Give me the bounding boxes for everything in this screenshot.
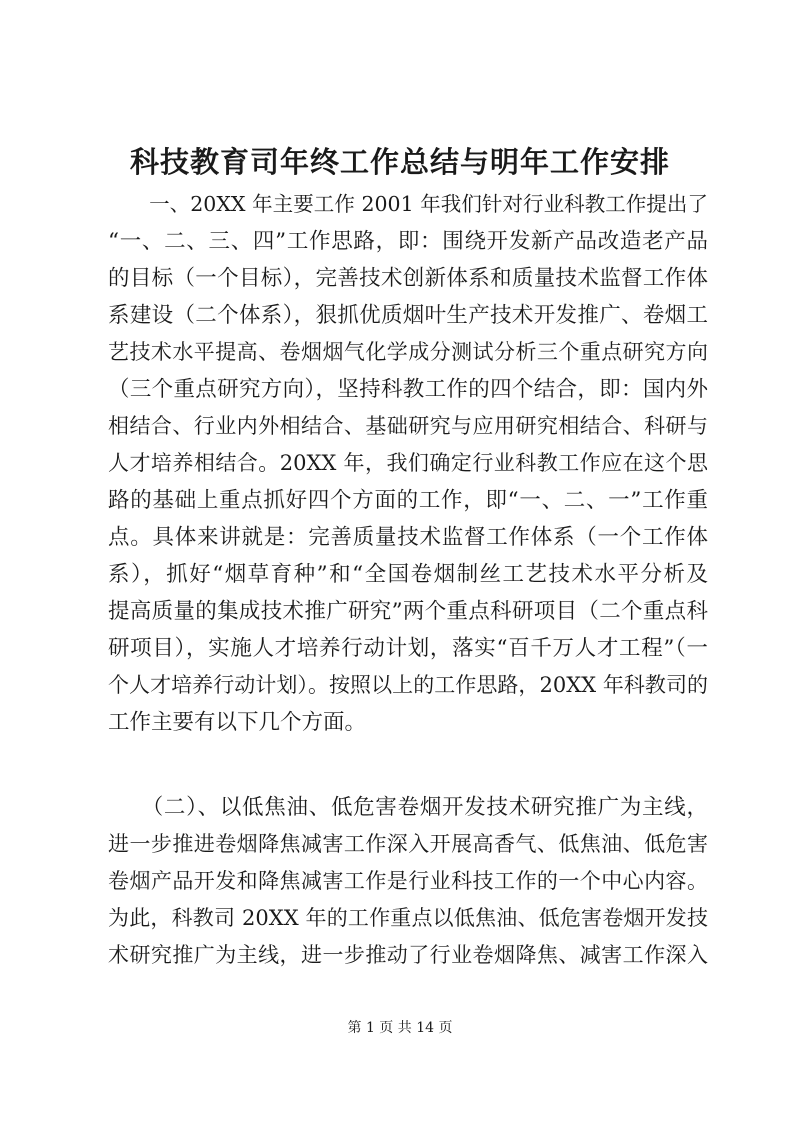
text-line: 的目标（一个目标），完善技术创新体系和质量技术监督工作体 (108, 266, 708, 291)
page-footer: 第 1 页 共 14 页 (347, 1020, 453, 1036)
text-line: 艺技术水平提高、卷烟烟气化学成分测试分析三个重点研究方向 (108, 340, 708, 364)
text-line: 人才培养相结合。20XX 年，我们确定行业科教工作应在这个思 (108, 451, 708, 475)
document-title: 科技教育司年终工作总结与明年工作安排 (129, 145, 670, 179)
text-line: 系），抓好“烟草育种”和“全国卷烟制丝工艺技术水平分析及 (108, 562, 708, 587)
text-line: （二）、以低焦油、低危害卷烟开发技术研究推广为主线， (108, 795, 708, 820)
text-line: 系建设（二个体系），狠抓优质烟叶生产技术开发推广、卷烟工 (108, 303, 708, 328)
text-line: 个人才培养行动计划）。按照以上的工作思路，20XX 年科教司的 (108, 673, 708, 697)
text-line: 术研究推广为主线，进一步推动了行业卷烟降焦、减害工作深入 (108, 943, 708, 967)
text-line: 卷烟产品开发和降焦减害工作是行业科技工作的一个中心内容。 (108, 869, 708, 893)
text-line: 为此，科教司 20XX 年的工作重点以低焦油、低危害卷烟开发技 (108, 906, 708, 930)
text-line: 进一步推进卷烟降焦减害工作深入开展高香气、低焦油、低危害 (108, 832, 708, 856)
paragraph-1 (108, 186, 708, 741)
text-line: 一、20XX 年主要工作 2001 年我们针对行业科教工作提出了 (108, 192, 708, 216)
text-line: “一、二、三、四”工作思路，即：围绕开发新产品改造老产品 (108, 229, 708, 254)
text-line: 工作主要有以下几个方面。 (108, 710, 367, 735)
text-line: 研项目），实施人才培养行动计划，落实“百千万人才工程”（一 (108, 636, 708, 661)
text-line: 点。具体来讲就是：完善质量技术监督工作体系（一个工作体 (108, 525, 708, 550)
text-line: 提高质量的集成技术推广研究”两个重点科研项目（二个重点科 (108, 599, 708, 624)
text-line: （三个重点研究方向），坚持科教工作的四个结合，即：国内外 (108, 377, 708, 402)
text-line: 路的基础上重点抓好四个方面的工作，即“一、二、一”工作重 (108, 488, 708, 513)
text-line: 相结合、行业内外相结合、基础研究与应用研究相结合、科研与 (108, 414, 708, 438)
paragraph-2 (108, 789, 708, 974)
